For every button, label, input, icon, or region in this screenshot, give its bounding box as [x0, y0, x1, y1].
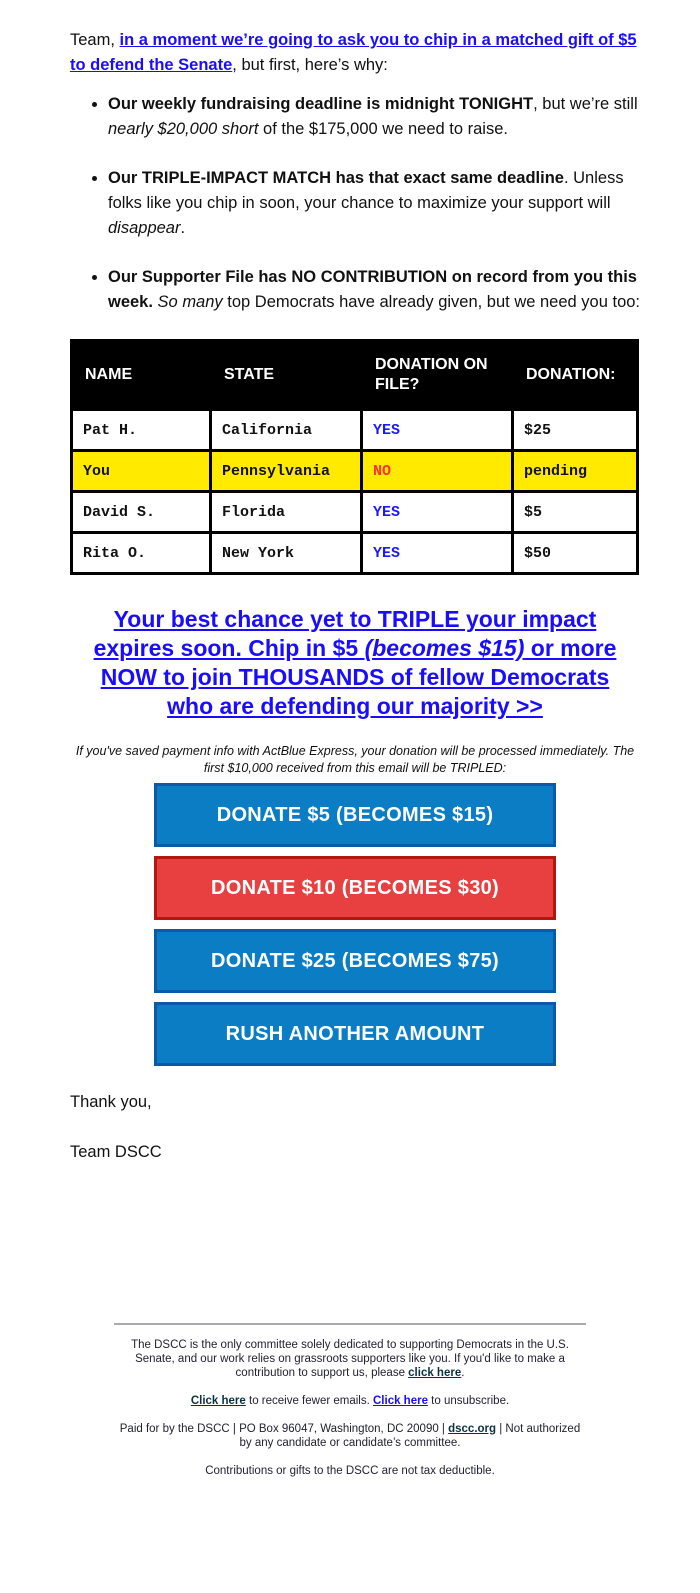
cell-name: Rita O. — [72, 533, 211, 574]
cell-on-file: YES — [362, 533, 513, 574]
donate-buttons — [70, 783, 640, 1066]
footer-text: to receive fewer emails. — [245, 1395, 373, 1407]
footer-text: to unsubscribe. — [427, 1395, 510, 1407]
cell-name: Pat H. — [72, 410, 211, 451]
cta-link[interactable] — [80, 605, 630, 721]
other-amount-button[interactable]: RUSH ANOTHER AMOUNT — [154, 1002, 556, 1066]
cta-text: or more NOW to join THOUSANDS of fellow Democrats who are defending our majority >> — [100, 635, 617, 719]
cell-on-file: NO — [362, 451, 513, 492]
bullet-text: . — [180, 219, 186, 237]
footer-paid-for — [114, 1422, 586, 1450]
bullet-bold: Our TRIPLE-IMPACT MATCH has that exact same deadline — [108, 169, 564, 187]
email-body — [70, 0, 640, 1165]
header-name: NAME — [72, 341, 211, 410]
footer-text: The DSCC is the only committee solely dedicated to supporting Democrats in the U.S. Senate, and our work relies on grassroots supporters like you. If you'd like to make a contribution to support us, please — [131, 1339, 569, 1379]
cell-name: You — [72, 451, 211, 492]
bullet-text: of the $175,000 we need to raise. — [258, 120, 508, 138]
cell-state: Pennsylvania — [211, 451, 362, 492]
cta-italic: (becomes $15) — [364, 635, 525, 661]
list-item — [108, 265, 640, 315]
intro-paragraph — [70, 28, 640, 78]
bullet-italic: disappear — [108, 219, 181, 237]
contribute-link[interactable]: click here — [408, 1367, 462, 1379]
cell-state: New York — [211, 533, 362, 574]
footer-about — [114, 1338, 586, 1380]
cell-state: Florida — [211, 492, 362, 533]
reasons-list — [70, 92, 640, 315]
footer-text: | Not authorized by any candidate or candidate’s committee. — [239, 1423, 581, 1449]
list-item — [108, 92, 640, 142]
bullet-text: top Democrats have already given, but we need you too: — [222, 293, 641, 311]
donate-5-button[interactable]: DONATE $5 (BECOMES $15) — [154, 783, 556, 847]
cell-name: David S. — [72, 492, 211, 533]
cta-text: Your best chance yet to TRIPLE your impact expires soon. Chip in $5 — [93, 606, 597, 661]
cell-state: California — [211, 410, 362, 451]
intro-suffix: , but first, here’s why: — [232, 56, 388, 74]
bullet-italic: nearly $20,000 short — [108, 120, 259, 138]
footer-tax: Contributions or gifts to the DSCC are not tax deductible. — [205, 1465, 495, 1477]
table-header — [72, 341, 638, 410]
header-on-file: DONATION ON FILE? — [362, 341, 513, 410]
donor-table — [70, 339, 639, 575]
donate-10-button[interactable]: DONATE $10 (BECOMES $30) — [154, 856, 556, 920]
footer-text: Paid for by the DSCC | PO Box 96047, Washington, DC 20090 | — [119, 1423, 449, 1435]
footer-email-prefs — [114, 1394, 586, 1408]
bullet-text: . Unless folks like you chip in soon, your chance to maximize your support will — [108, 169, 624, 212]
closing-signature: Team DSCC — [70, 1143, 162, 1161]
dscc-link[interactable]: dscc.org — [448, 1423, 497, 1435]
bullet-text: , but we’re still — [533, 95, 638, 113]
table-row — [72, 410, 638, 451]
cell-on-file: YES — [362, 410, 513, 451]
table-row-you — [72, 451, 638, 492]
bullet-bold: Our weekly fundraising deadline is midnight TONIGHT — [108, 95, 534, 113]
cell-donation: $5 — [513, 492, 638, 533]
table-row — [72, 492, 638, 533]
unsubscribe-link[interactable]: Click here — [373, 1395, 428, 1407]
cell-on-file: YES — [362, 492, 513, 533]
fewer-emails-link[interactable]: Click here — [190, 1395, 246, 1407]
header-donation: DONATION: — [513, 341, 638, 410]
table-row — [72, 533, 638, 574]
cell-donation: $25 — [513, 410, 638, 451]
footer — [114, 1323, 586, 1478]
footer-text: . — [461, 1367, 465, 1379]
bullet-bold: Our Supporter File has NO CONTRIBUTION on record from you this week. — [108, 268, 637, 311]
donate-25-button[interactable]: DONATE $25 (BECOMES $75) — [154, 929, 556, 993]
express-note: If you've saved payment info with ActBlue Express, your donation will be processed immediately. The first $10,000 received from this email will be TRIPLED: — [75, 744, 635, 775]
cell-donation: $50 — [513, 533, 638, 574]
cell-donation: pending — [513, 451, 638, 492]
header-state: STATE — [211, 341, 362, 410]
intro-prefix: Team, — [70, 31, 120, 49]
bullet-italic: So many — [157, 293, 223, 311]
closing-thanks: Thank you, — [70, 1093, 152, 1111]
list-item — [108, 166, 640, 241]
intro-link[interactable]: in a moment we’re going to ask you to chip in a matched gift of $5 to defend the Senate — [70, 31, 637, 74]
